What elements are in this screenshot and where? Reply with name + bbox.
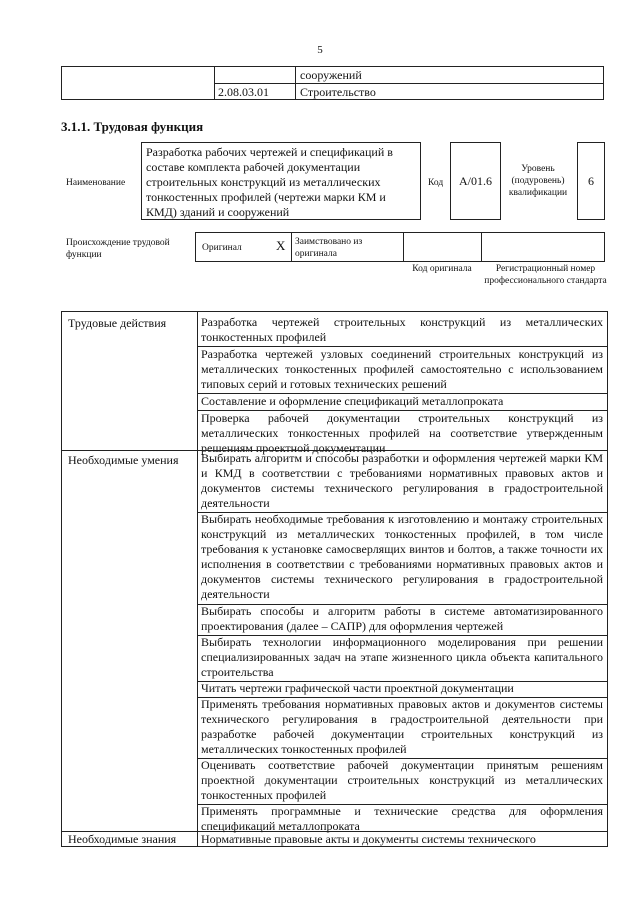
qualification-level-box: 6 bbox=[577, 142, 605, 220]
section-title: 3.1.1. Трудовая функция bbox=[61, 119, 204, 134]
knowledge-item: Нормативные правовые акты и документы системы технического bbox=[201, 832, 536, 846]
reg-number-caption: Регистрационный номер профессионального стандарта bbox=[484, 264, 607, 286]
skill-item: Применять программные и технические средства для оформления спецификаций металлопроката bbox=[201, 804, 603, 833]
skill-item: Выбирать необходимые требования к изготовлению и монтажу строительных конструкций из металлических тонкостенных профилей, в том числе требования к установке самосверлящих винтов и болтов, а также точности их исполнения в соответствии с требованиями нормативных правовых актов и документов системы технического регулирования в градостроительной деятельности bbox=[201, 512, 603, 601]
skill-item: Читать чертежи графической части проектной документации bbox=[201, 681, 514, 695]
labor-action-item: Составление и оформление спецификаций металлопроката bbox=[201, 394, 504, 408]
labor-action-item: Разработка чертежей узловых соединений строительных конструкций из металлических тонкостенных профилей самостоятельно с использованием типовых серий и готовых технических решений bbox=[201, 347, 603, 391]
labor-actions-label: Трудовые действия bbox=[68, 316, 167, 330]
origin-table bbox=[195, 232, 605, 262]
row-divider bbox=[214, 83, 603, 84]
skill-item: Выбирать алгоритм и способы разработки и оформления чертежей марки КМ и КМД в соответствии с требованиями нормативных правовых актов и документов системы технического регулирования в градостроительной деятельности bbox=[201, 451, 603, 510]
labor-function-table bbox=[61, 311, 608, 847]
code-value-box: А/01.6 bbox=[450, 142, 501, 220]
code-original-caption: Код оригинала bbox=[412, 264, 472, 274]
skills-label: Необходимые умения bbox=[68, 453, 179, 467]
skill-item: Выбирать способы и алгоритм работы в системе автоматизированного проектирования (далее – САПР) для оформления чертежей bbox=[201, 604, 603, 633]
knowledge-label: Необходимые знания bbox=[68, 832, 177, 846]
continuation-table bbox=[61, 66, 604, 100]
skill-item: Выбирать технологии информационного моделирования при решении специализированных задач на этапе жизненного цикла объекта капитального строительства bbox=[201, 635, 603, 679]
labor-action-item: Проверка рабочей документации строительных конструкций из металлических тонкостенных профилей на соответствие утвержденным решениям проектной документации bbox=[201, 411, 603, 455]
borrowed-label: Заимствовано из оригинала bbox=[295, 237, 363, 259]
skill-item: Оценивать соответствие рабочей документации принятым решениям проектной документации строительных конструкций из металлических тонкостенных профилей bbox=[201, 758, 603, 802]
name-label: Наименование bbox=[66, 178, 126, 188]
function-name-box: Разработка рабочих чертежей и спецификаций в составе комплекта рабочей документации строительных конструкций из металлических тонкостенных профилей (чертежи марки КМ и КМД) зданий и сооружений bbox=[141, 142, 421, 220]
original-mark: X bbox=[276, 238, 286, 253]
page-number: 5 bbox=[317, 44, 323, 56]
code-label: Код bbox=[428, 178, 444, 188]
skill-item: Применять требования нормативных правовых актов и документов системы технического регулирования в градостроительной деятельности при разработке рабочей документации строительных конструкций из металлических тонкостенных профилей bbox=[201, 697, 603, 756]
qualification-level-label: Уровень (подуровень) квалификации bbox=[508, 164, 568, 198]
continuation-row-code: 2.08.03.01 bbox=[218, 85, 269, 99]
origin-label: Происхождение трудовой функции bbox=[66, 238, 170, 260]
continuation-row-text: Строительство bbox=[300, 85, 376, 99]
labor-action-item: Разработка чертежей строительных конструкций из металлических тонкостенных профилей bbox=[201, 315, 603, 344]
original-label: Оригинал bbox=[202, 243, 242, 253]
continuation-row-text: сооружений bbox=[300, 68, 362, 82]
